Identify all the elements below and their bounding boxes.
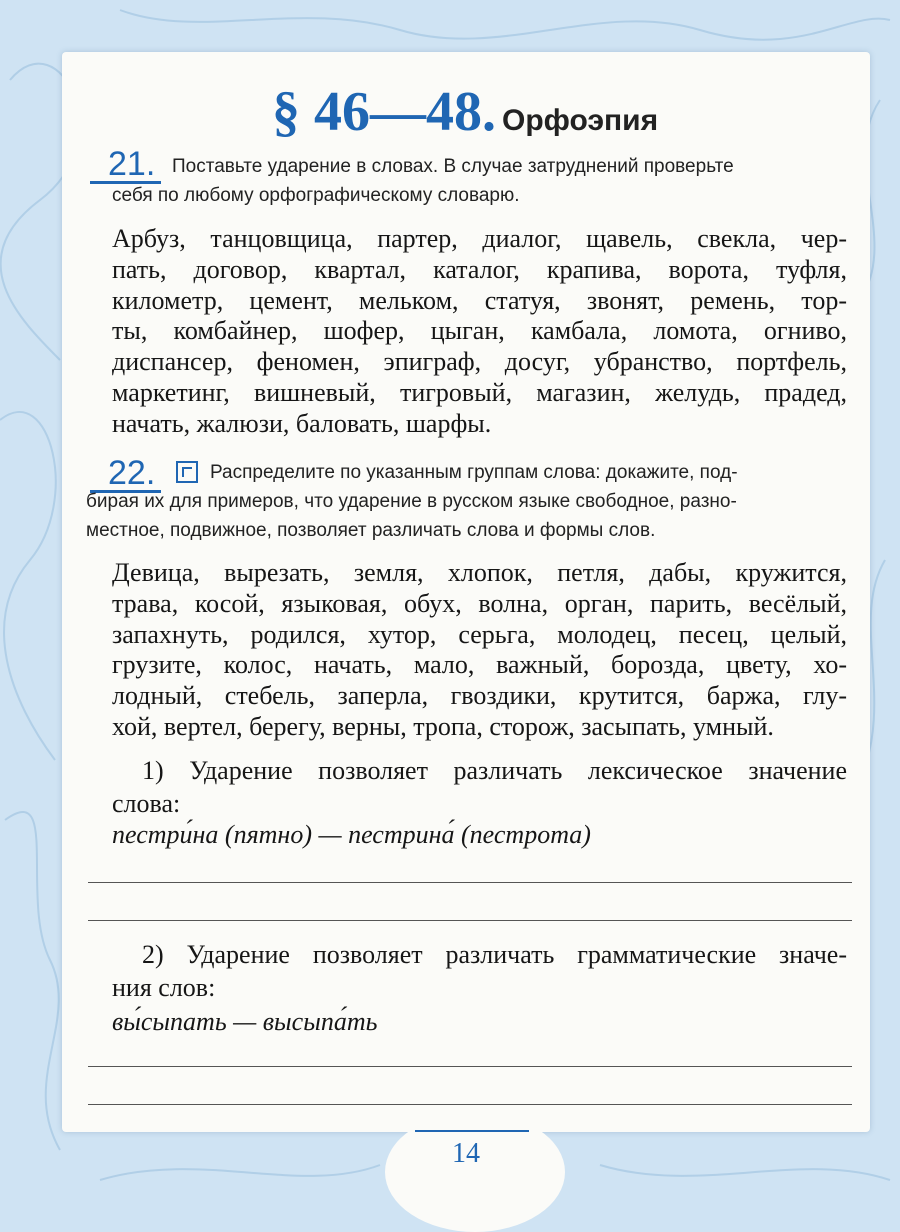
word-line: километр, цемент, мельком, статуя, звонят, ремень, тор-	[112, 285, 847, 315]
instruction-line: бирая их для примеров, что ударение в русском языке свободное, разно-	[86, 491, 737, 512]
point-line: слова:	[112, 789, 181, 818]
task-22-word-list	[112, 558, 847, 743]
word-line: Арбуз, танцовщица, партер, диалог, щавель, свекла, чер-	[112, 224, 847, 253]
section-heading	[272, 80, 658, 144]
instruction-line: Распределите по указанным группам слова: докажите, под-	[210, 462, 738, 483]
point-line: 2) Ударение позволяет различать грамматические значе-	[142, 940, 847, 969]
word-line: грузите, колос, начать, мало, важный, борозда, цвету, хо-	[112, 650, 847, 680]
group-2-heading	[112, 938, 847, 1004]
answer-line	[88, 1104, 852, 1105]
point-line: 1) Ударение позволяет различать лексическое значение	[142, 756, 847, 785]
word-line: Девица, вырезать, земля, хлопок, петля, дабы, кружится,	[112, 558, 847, 587]
instruction-line: себя по любому орфографическому словарю.	[112, 185, 520, 206]
word-line: начать, жалюзи, баловать, шарфы.	[112, 408, 492, 438]
group-1-example: пестри́на (пятно) — пестрина́ (пестрота)	[112, 820, 591, 849]
instruction-line: Поставьте ударение в словах. В случае затруднений проверьте	[172, 156, 734, 177]
section-number: § 46—48.	[272, 81, 496, 143]
instruction-line: местное, подвижное, позволяет различать слова и формы слов.	[86, 520, 656, 541]
workbook-page	[62, 52, 870, 1132]
answer-line	[88, 882, 852, 883]
group-2-example: вы́сыпать — высыпа́ть	[112, 1007, 378, 1036]
group-1-heading	[112, 754, 847, 820]
answer-line	[88, 920, 852, 921]
word-line: запахнуть, родился, хутор, серьга, молодец, песец, целый,	[112, 619, 847, 649]
task-21-word-list	[112, 224, 847, 440]
word-line: диспансер, феномен, эпиграф, досуг, убранство, портфель,	[112, 347, 847, 377]
task-21-number: 21.	[90, 147, 161, 184]
word-line: маркетинг, вишневый, тигровый, магазин, желудь, прадед,	[112, 377, 847, 407]
word-line: ты, комбайнер, шофер, цыган, камбала, ломота, огниво,	[112, 316, 847, 346]
word-line: трава, косой, языковая, обух, волна, орган, парить, весёлый,	[112, 588, 847, 618]
page-number: 14	[452, 1138, 480, 1169]
page-number-divider	[415, 1130, 529, 1132]
section-title: Орфоэпия	[502, 104, 659, 137]
answer-line	[88, 1066, 852, 1067]
task-22-number: 22.	[90, 456, 161, 493]
word-line: лодный, стебель, заперла, гвоздики, крутится, баржа, глу-	[112, 681, 847, 711]
word-line: пать, договор, квартал, каталог, крапива, ворота, туфля,	[112, 254, 847, 284]
word-line: хой, вертел, берегу, верны, тропа, сторож, засыпать, умный.	[112, 711, 774, 741]
point-line: ния слов:	[112, 973, 216, 1002]
task-type-icon	[176, 461, 198, 483]
